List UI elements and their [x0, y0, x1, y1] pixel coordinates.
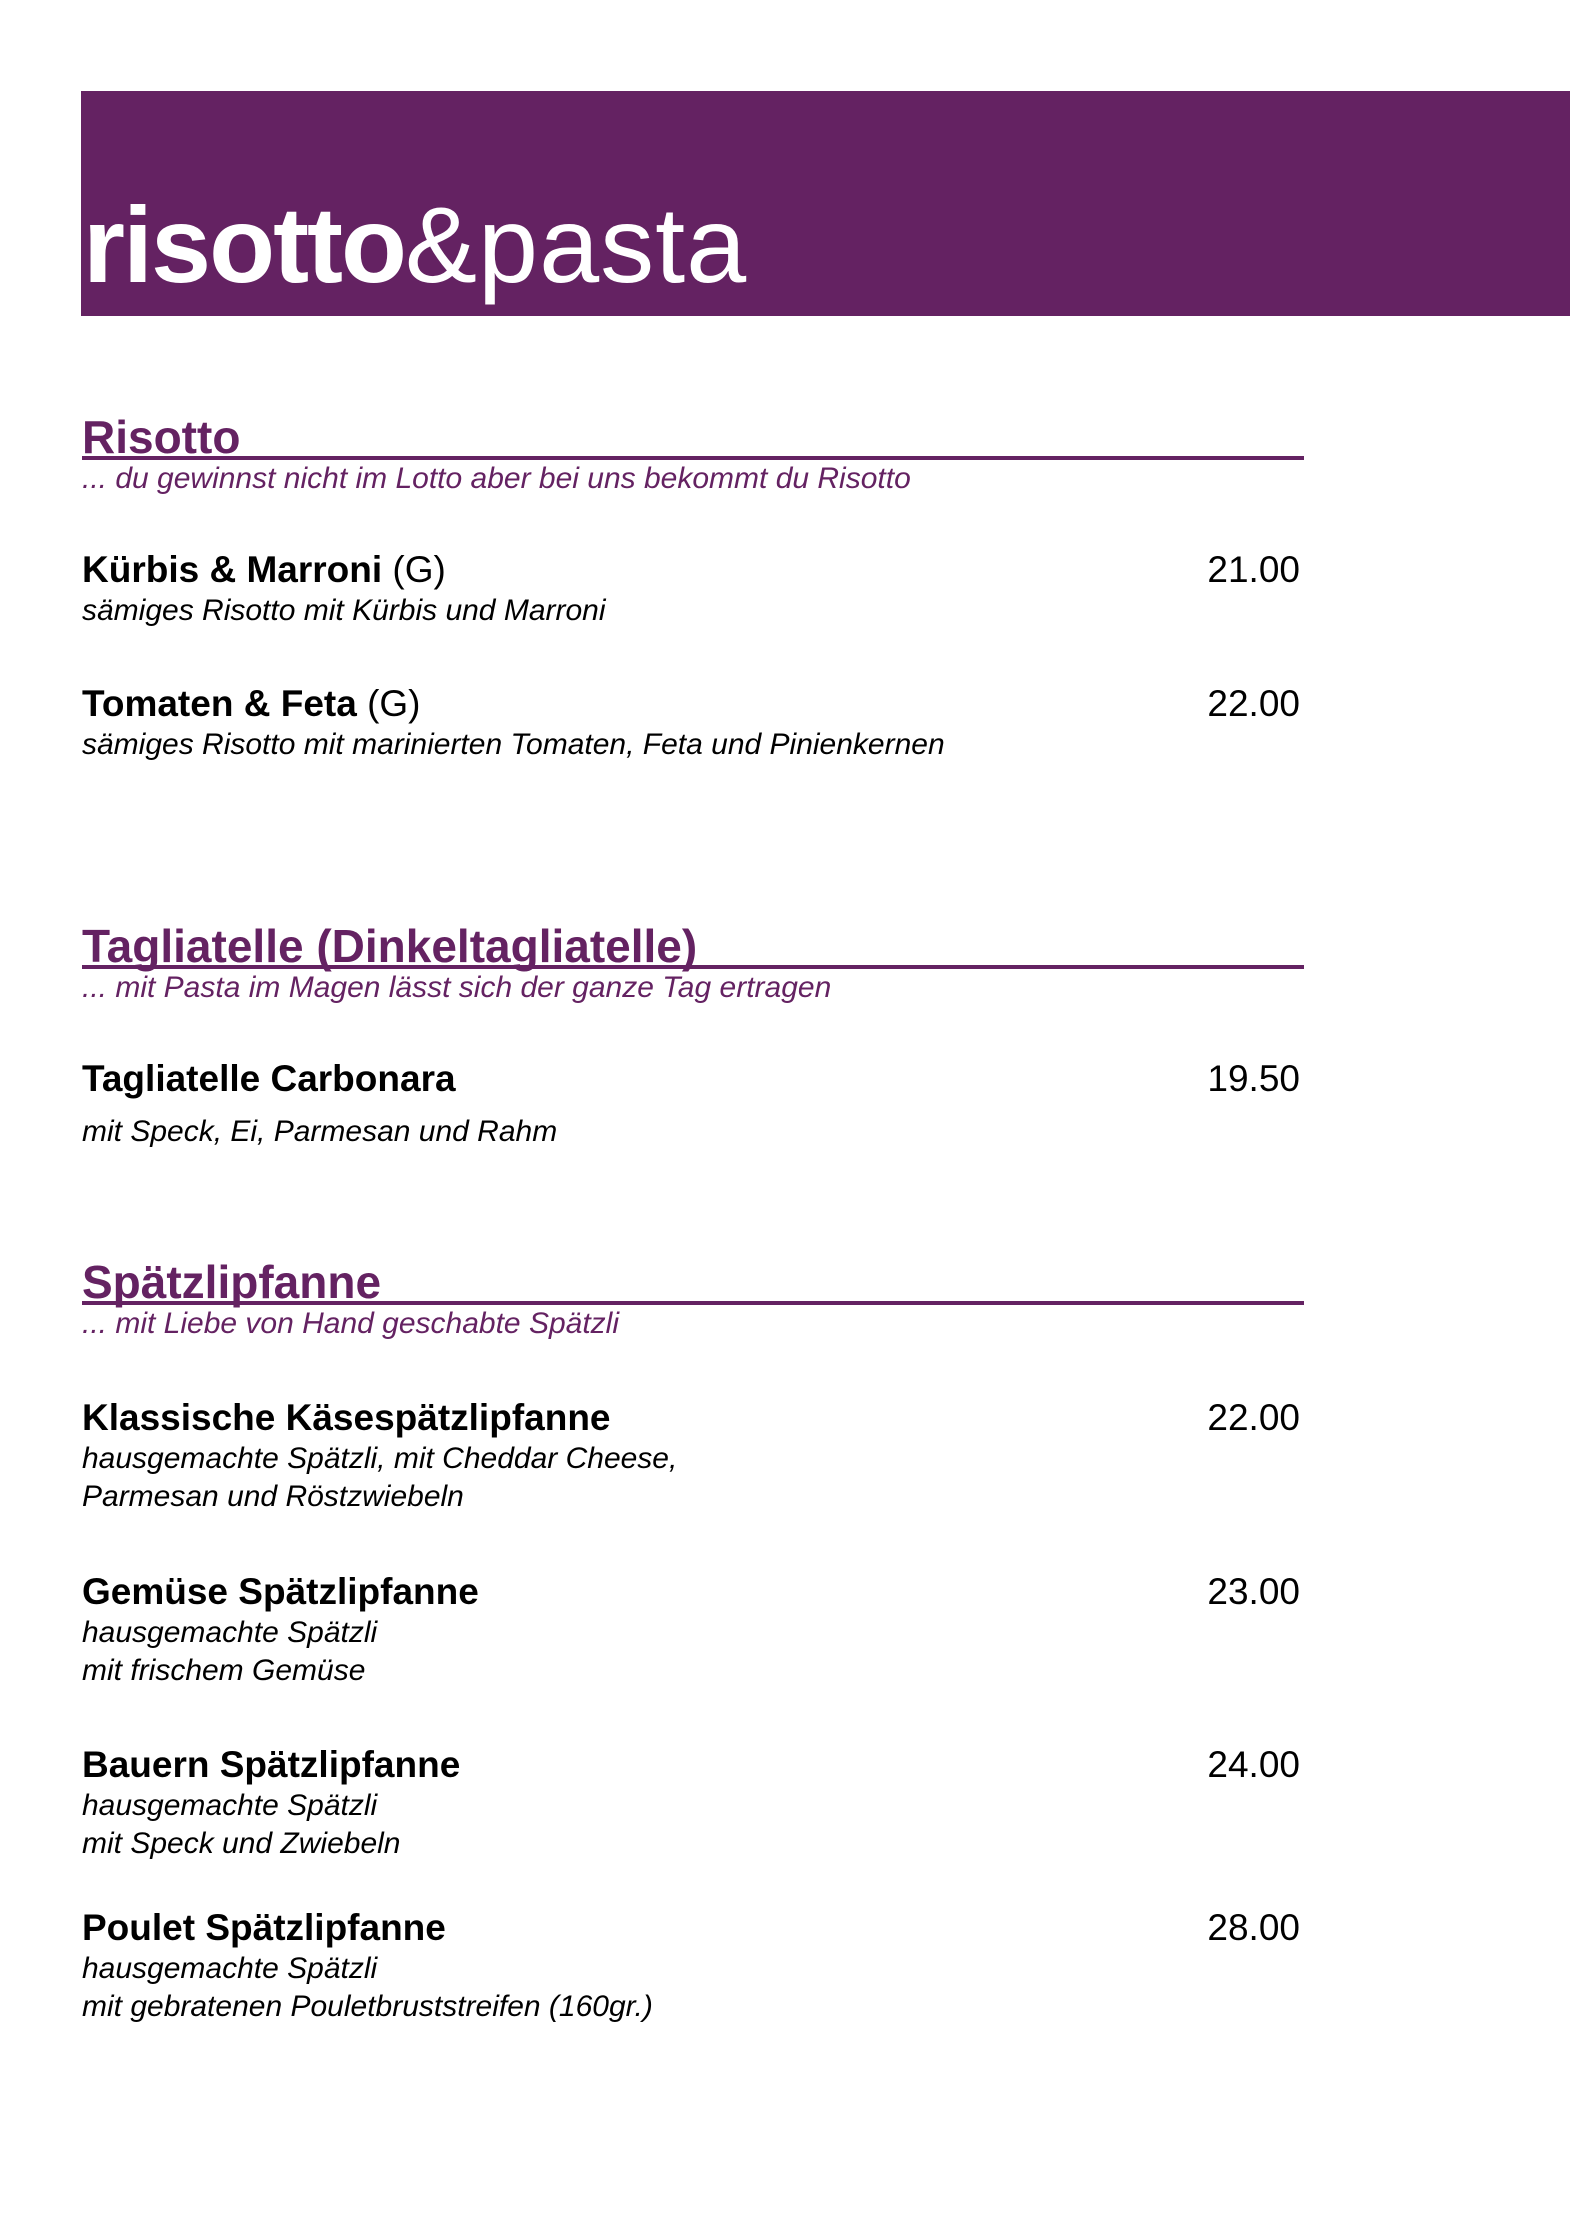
section-tagline: ... mit Liebe von Hand geschabte Spätzli [82, 1307, 619, 1340]
item-price: 21.00 [1207, 549, 1300, 590]
item-name-text: Tagliatelle Carbonara [82, 1058, 456, 1099]
item-price: 22.00 [1207, 683, 1300, 724]
item-description: sämiges Risotto mit Kürbis und Marroni [82, 594, 606, 627]
page-title-bold: risotto [83, 184, 405, 305]
menu-item [82, 1906, 1300, 2026]
section-title: Risotto [82, 411, 241, 463]
item-tag: (G) [367, 683, 421, 724]
menu-item [82, 1057, 1300, 1151]
item-name [82, 1743, 460, 1787]
item-description: mit gebratenen Pouletbruststreifen (160gr.) [82, 1990, 653, 2023]
item-description: mit frischem Gemüse [82, 1654, 366, 1687]
section-heading [82, 404, 1304, 463]
section-spaetzlipfanne [82, 1249, 1304, 1342]
item-name-text: Kürbis & Marroni [82, 549, 383, 590]
item-name [82, 682, 421, 726]
item-price: 24.00 [1207, 1744, 1300, 1785]
item-name [82, 1396, 611, 1440]
item-description: mit Speck, Ei, Parmesan und Rahm [82, 1115, 558, 1148]
item-name-text: Gemüse Spätzlipfanne [82, 1571, 479, 1612]
section-tagline: ... mit Pasta im Magen lässt sich der ganze Tag ertragen [82, 971, 832, 1004]
item-name [82, 548, 446, 592]
item-description: hausgemachte Spätzli [82, 1952, 378, 1985]
item-name-text: Bauern Spätzlipfanne [82, 1744, 461, 1785]
menu-item [82, 548, 1300, 630]
item-description: hausgemachte Spätzli [82, 1789, 378, 1822]
item-description: hausgemachte Spätzli [82, 1616, 378, 1649]
menu-item [82, 1396, 1300, 1516]
section-risotto [82, 404, 1304, 497]
section-tagline: ... du gewinnst nicht im Lotto aber bei uns bekommt du Risotto [82, 462, 911, 495]
item-description: sämiges Risotto mit marinierten Tomaten, Feta und Pinienkernen [82, 728, 945, 761]
page-title-light: &pasta [404, 184, 748, 305]
menu-item [82, 682, 1300, 764]
item-name-text: Klassische Käsespätzlipfanne [82, 1397, 611, 1438]
item-price: 19.50 [1207, 1058, 1300, 1099]
item-name-text: Tomaten & Feta [82, 683, 357, 724]
item-description: Parmesan und Röstzwiebeln [82, 1480, 464, 1513]
menu-item [82, 1743, 1300, 1863]
item-name [82, 1057, 456, 1101]
item-name [82, 1906, 446, 1950]
header-banner [81, 91, 1570, 316]
item-description: mit Speck und Zwiebeln [82, 1827, 401, 1860]
section-title: Tagliatelle (Dinkeltagliatelle) [82, 920, 698, 972]
section-title: Spätzlipfanne [82, 1256, 382, 1308]
menu-item [82, 1570, 1300, 1690]
item-price: 28.00 [1207, 1907, 1300, 1948]
page-title [83, 184, 748, 305]
section-heading [82, 1249, 1304, 1308]
item-price: 23.00 [1207, 1571, 1300, 1612]
section-tagliatelle [82, 913, 1304, 1006]
item-description: hausgemachte Spätzli, mit Cheddar Cheese, [82, 1442, 678, 1475]
item-name-text: Poulet Spätzlipfanne [82, 1907, 446, 1948]
section-heading [82, 913, 1304, 972]
item-price: 22.00 [1207, 1397, 1300, 1438]
item-tag: (G) [392, 549, 446, 590]
item-name [82, 1570, 479, 1614]
